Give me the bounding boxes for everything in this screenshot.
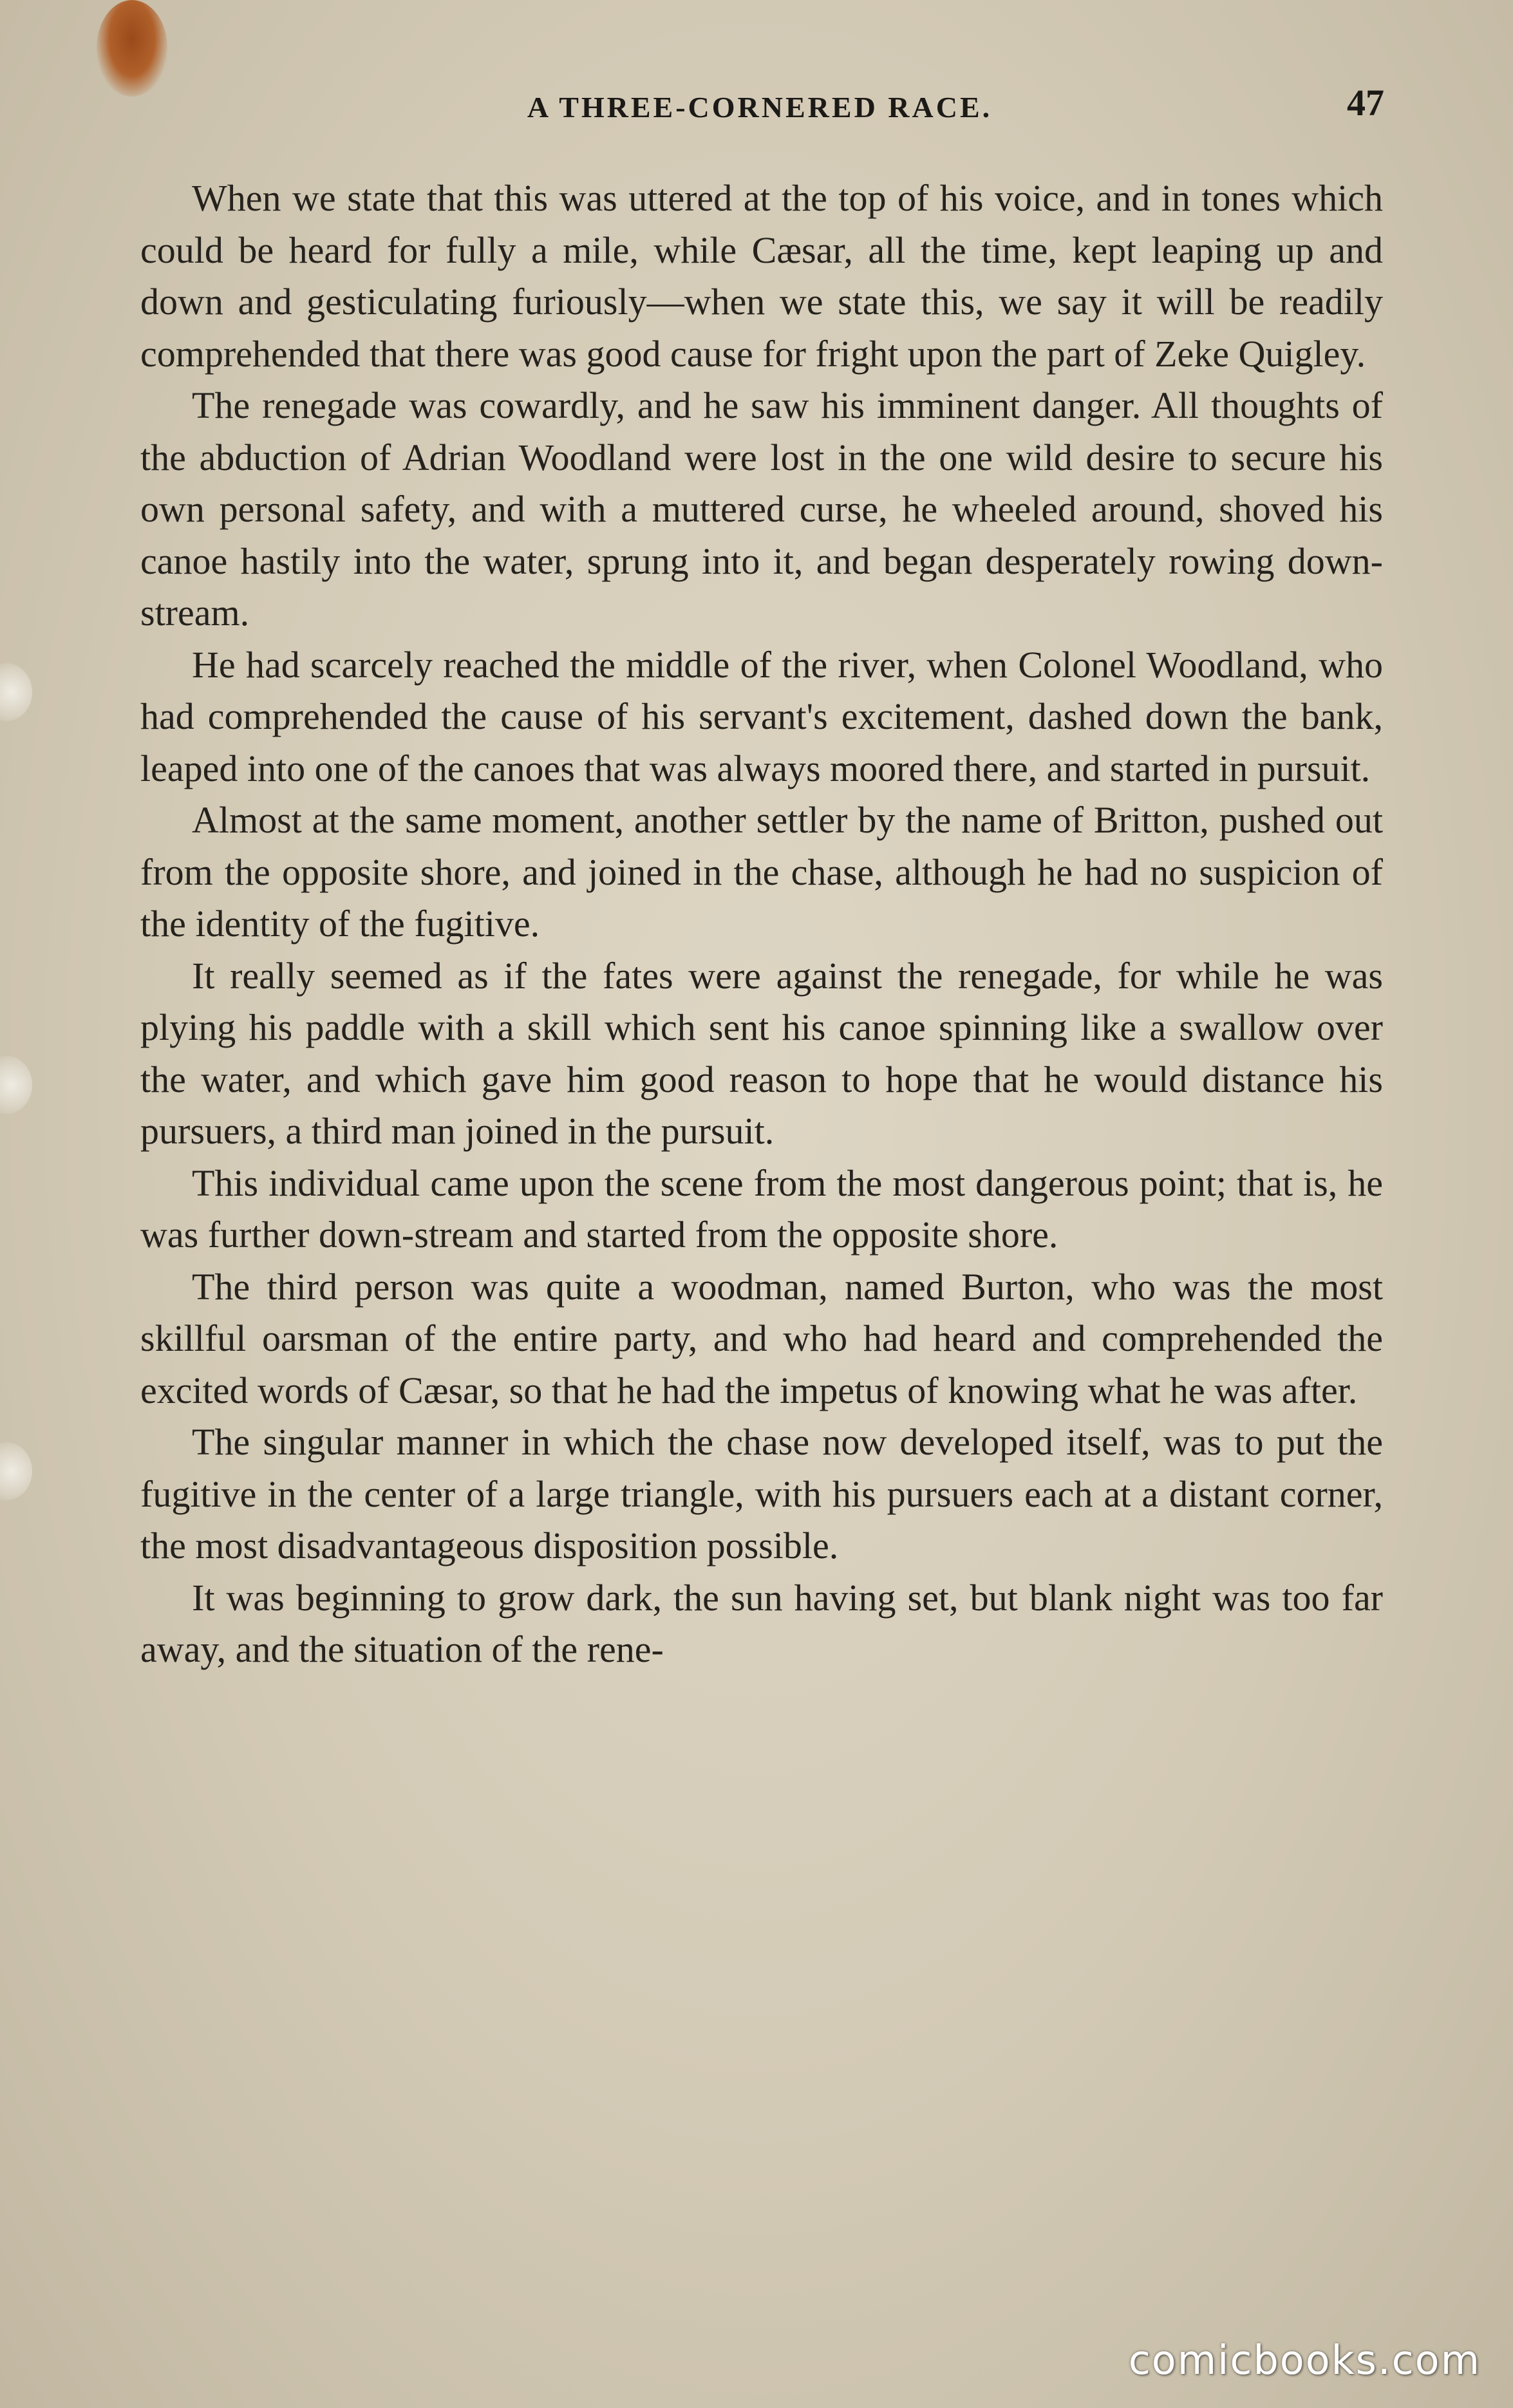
paragraph: The third person was quite a woodman, named Burton, who was the most skillful oarsman of the entire party, and who had heard and comprehended the excited words of Cæsar, so that he had the impetus of knowing what he was after. [140, 1265, 1383, 1411]
paragraph: This individual came upon the scene from the most dangerous point; that is, he was further down-stream and started from the opposite shore. [140, 1162, 1383, 1256]
binding-hole [0, 1442, 32, 1500]
paragraph: It really seemed as if the fates were against the renegade, for while he was plying his paddle with a skill which sent his canoe spinning like a swallow over the water, and which gave him good reason to hope that he would distance his pursuers, a third man joined in the pursuit. [140, 954, 1383, 1152]
paragraph: He had scarcely reached the middle of the river, when Colonel Woodland, who had comprehended the cause of his servant's excitement, dashed down the bank, leaped into one of the canoes that was always moored there, and started in pursuit. [140, 643, 1383, 789]
paragraph: When we state that this was uttered at the top of his voice, and in tones which could be heard for fully a mile, while Cæsar, all the time, kept leaping up and down and gesticulating furiously—when we state this, we say it will be readily comprehended that there was good cause for fright upon the part of Zeke Quigley. [140, 177, 1383, 375]
page-header [135, 77, 1384, 135]
body-text [140, 173, 1383, 1676]
paragraph: The singular manner in which the chase now developed itself, was to put the fugitive in the center of a large triangle, with his pursuers each at a distant corner, the most disadvantageous disposition possible. [140, 1421, 1383, 1566]
paragraph: The renegade was cowardly, and he saw his imminent danger. All thoughts of the abduction of Adrian Woodland were lost in the one wild desire to secure his own personal safety, and with a muttered curse, he wheeled around, shoved his canoe hastily into the water, sprung into it, and began desperately rowing down-stream. [140, 384, 1383, 634]
page-number: 47 [1347, 82, 1384, 124]
running-title: A THREE-CORNERED RACE. [527, 91, 993, 124]
paragraph: Almost at the same moment, another settler by the name of Britton, pushed out from the opposite shore, and joined in the chase, although he had no suspicion of the identity of the fugitive. [140, 799, 1383, 945]
binding-hole [0, 663, 32, 721]
binding-hole [0, 1056, 32, 1114]
watermark: comicbooks.com [1128, 2337, 1481, 2384]
paragraph: It was beginning to grow dark, the sun having set, but blank night was too far away, and the situation of the rene- [140, 1576, 1383, 1670]
